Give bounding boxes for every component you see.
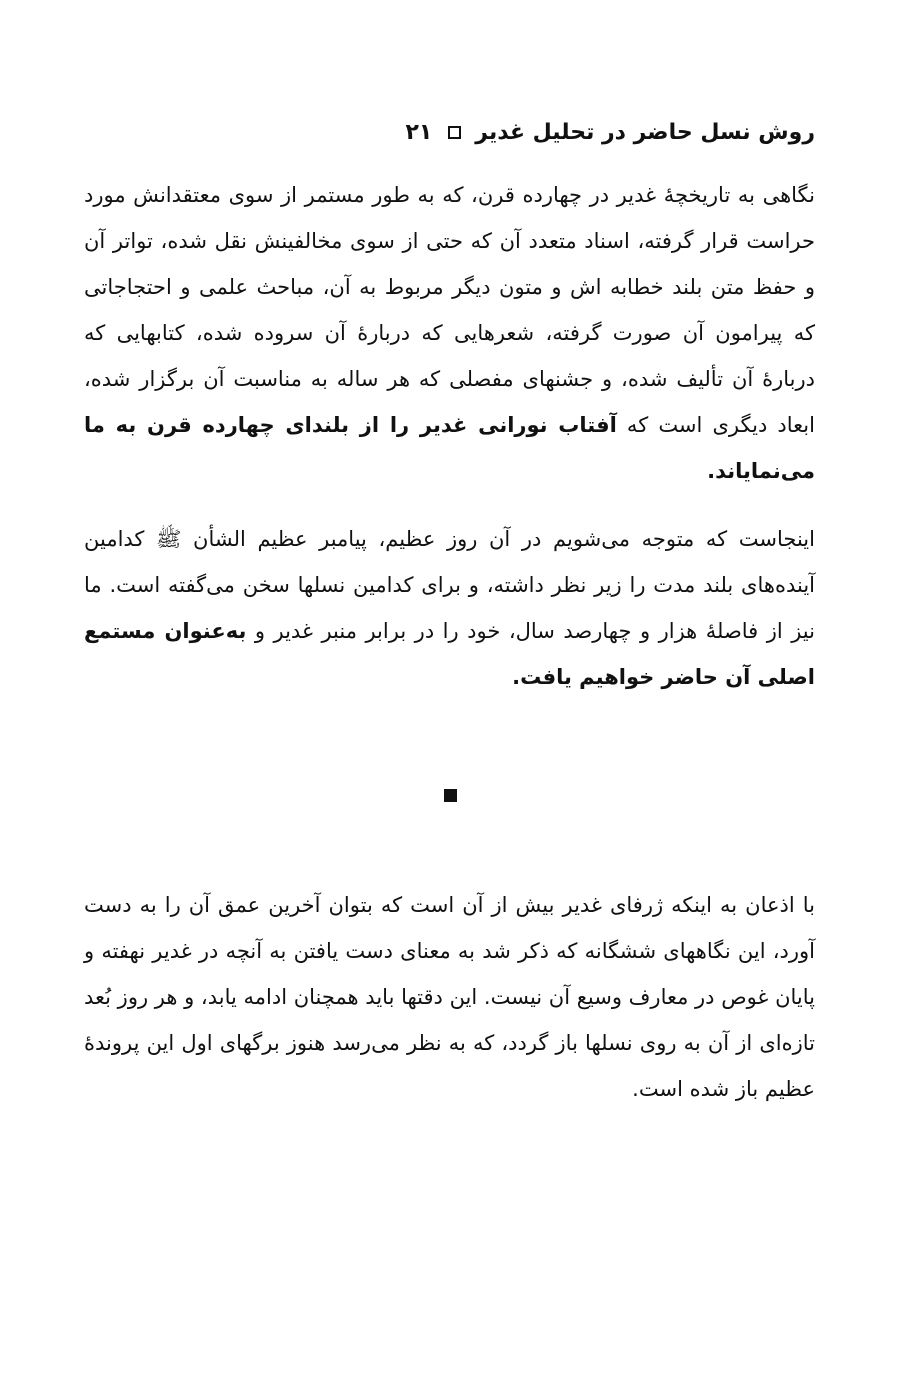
paragraph-2-text: اینجاست که متوجه می‌شویم در آن روز عظیم، پیامبر عظیم الشأن ﷺ کدامین آینده‌های بلند مدت را زیر نظر داشته، و برای کدامین نسلها سخن می‌گفته است. ما نیز از فاصلهٔ هزار و چهارصد سال، خود را در برابر منبر غدیر و: [84, 527, 815, 643]
paragraph-1: [84, 172, 815, 494]
chapter-title: روش نسل حاضر در تحلیل غدیر: [475, 119, 815, 145]
paragraph-2: [84, 516, 815, 700]
square-separator-icon: [448, 126, 461, 139]
page-number: ۲۱: [405, 119, 433, 145]
paragraph-3: [84, 882, 815, 1112]
paragraph-3-text: با اذعان به اینکه ژرفای غدیر بیش از آن است که بتوان آخرین عمق آن را به دست آورد، این نگاههای ششگانه که ذکر شد به معنای دست یافتن به آنچه در غدیر نهفته و پایان غوص در معارف وسیع آن نیست. این دقتها باید همچنان ادامه یابد، و هر روز بُعد تازه‌ای از آن به روی نسلها باز گردد، که به نظر می‌رسد هنوز برگهای اول این پروندهٔ عظیم باز شده است.: [84, 893, 815, 1101]
paragraph-2-bold: به‌عنوان مستمع اصلی آن حاضر خواهیم یافت.: [84, 619, 815, 689]
section-divider-square-icon: [444, 789, 457, 802]
paragraph-1-text: نگاهی به تاریخچهٔ غدیر در چهارده قرن، که به طور مستمر از سوی معتقدانش مورد حراست قرار گرفته، اسناد متعدد آن که حتی از سوی مخالفینش نقل شده، تواتر آن و حفظ متن بلند خطابه اش و متون دیگر مربوط به آن، مباحث علمی و احتجاجاتی که پیرامون آن صورت گرفته، شعرهایی که دربارهٔ آن سروده شده، کتابهایی که دربارهٔ آن تألیف شده، و جشنهای مفصلی که هر ساله به مناسبت آن برگزار شده، ابعاد دیگری است که: [84, 183, 815, 437]
running-header: [84, 112, 815, 152]
paragraph-1-bold: آفتاب نورانی غدیر را از بلندای چهارده قرن به ما می‌نمایاند.: [84, 413, 815, 483]
